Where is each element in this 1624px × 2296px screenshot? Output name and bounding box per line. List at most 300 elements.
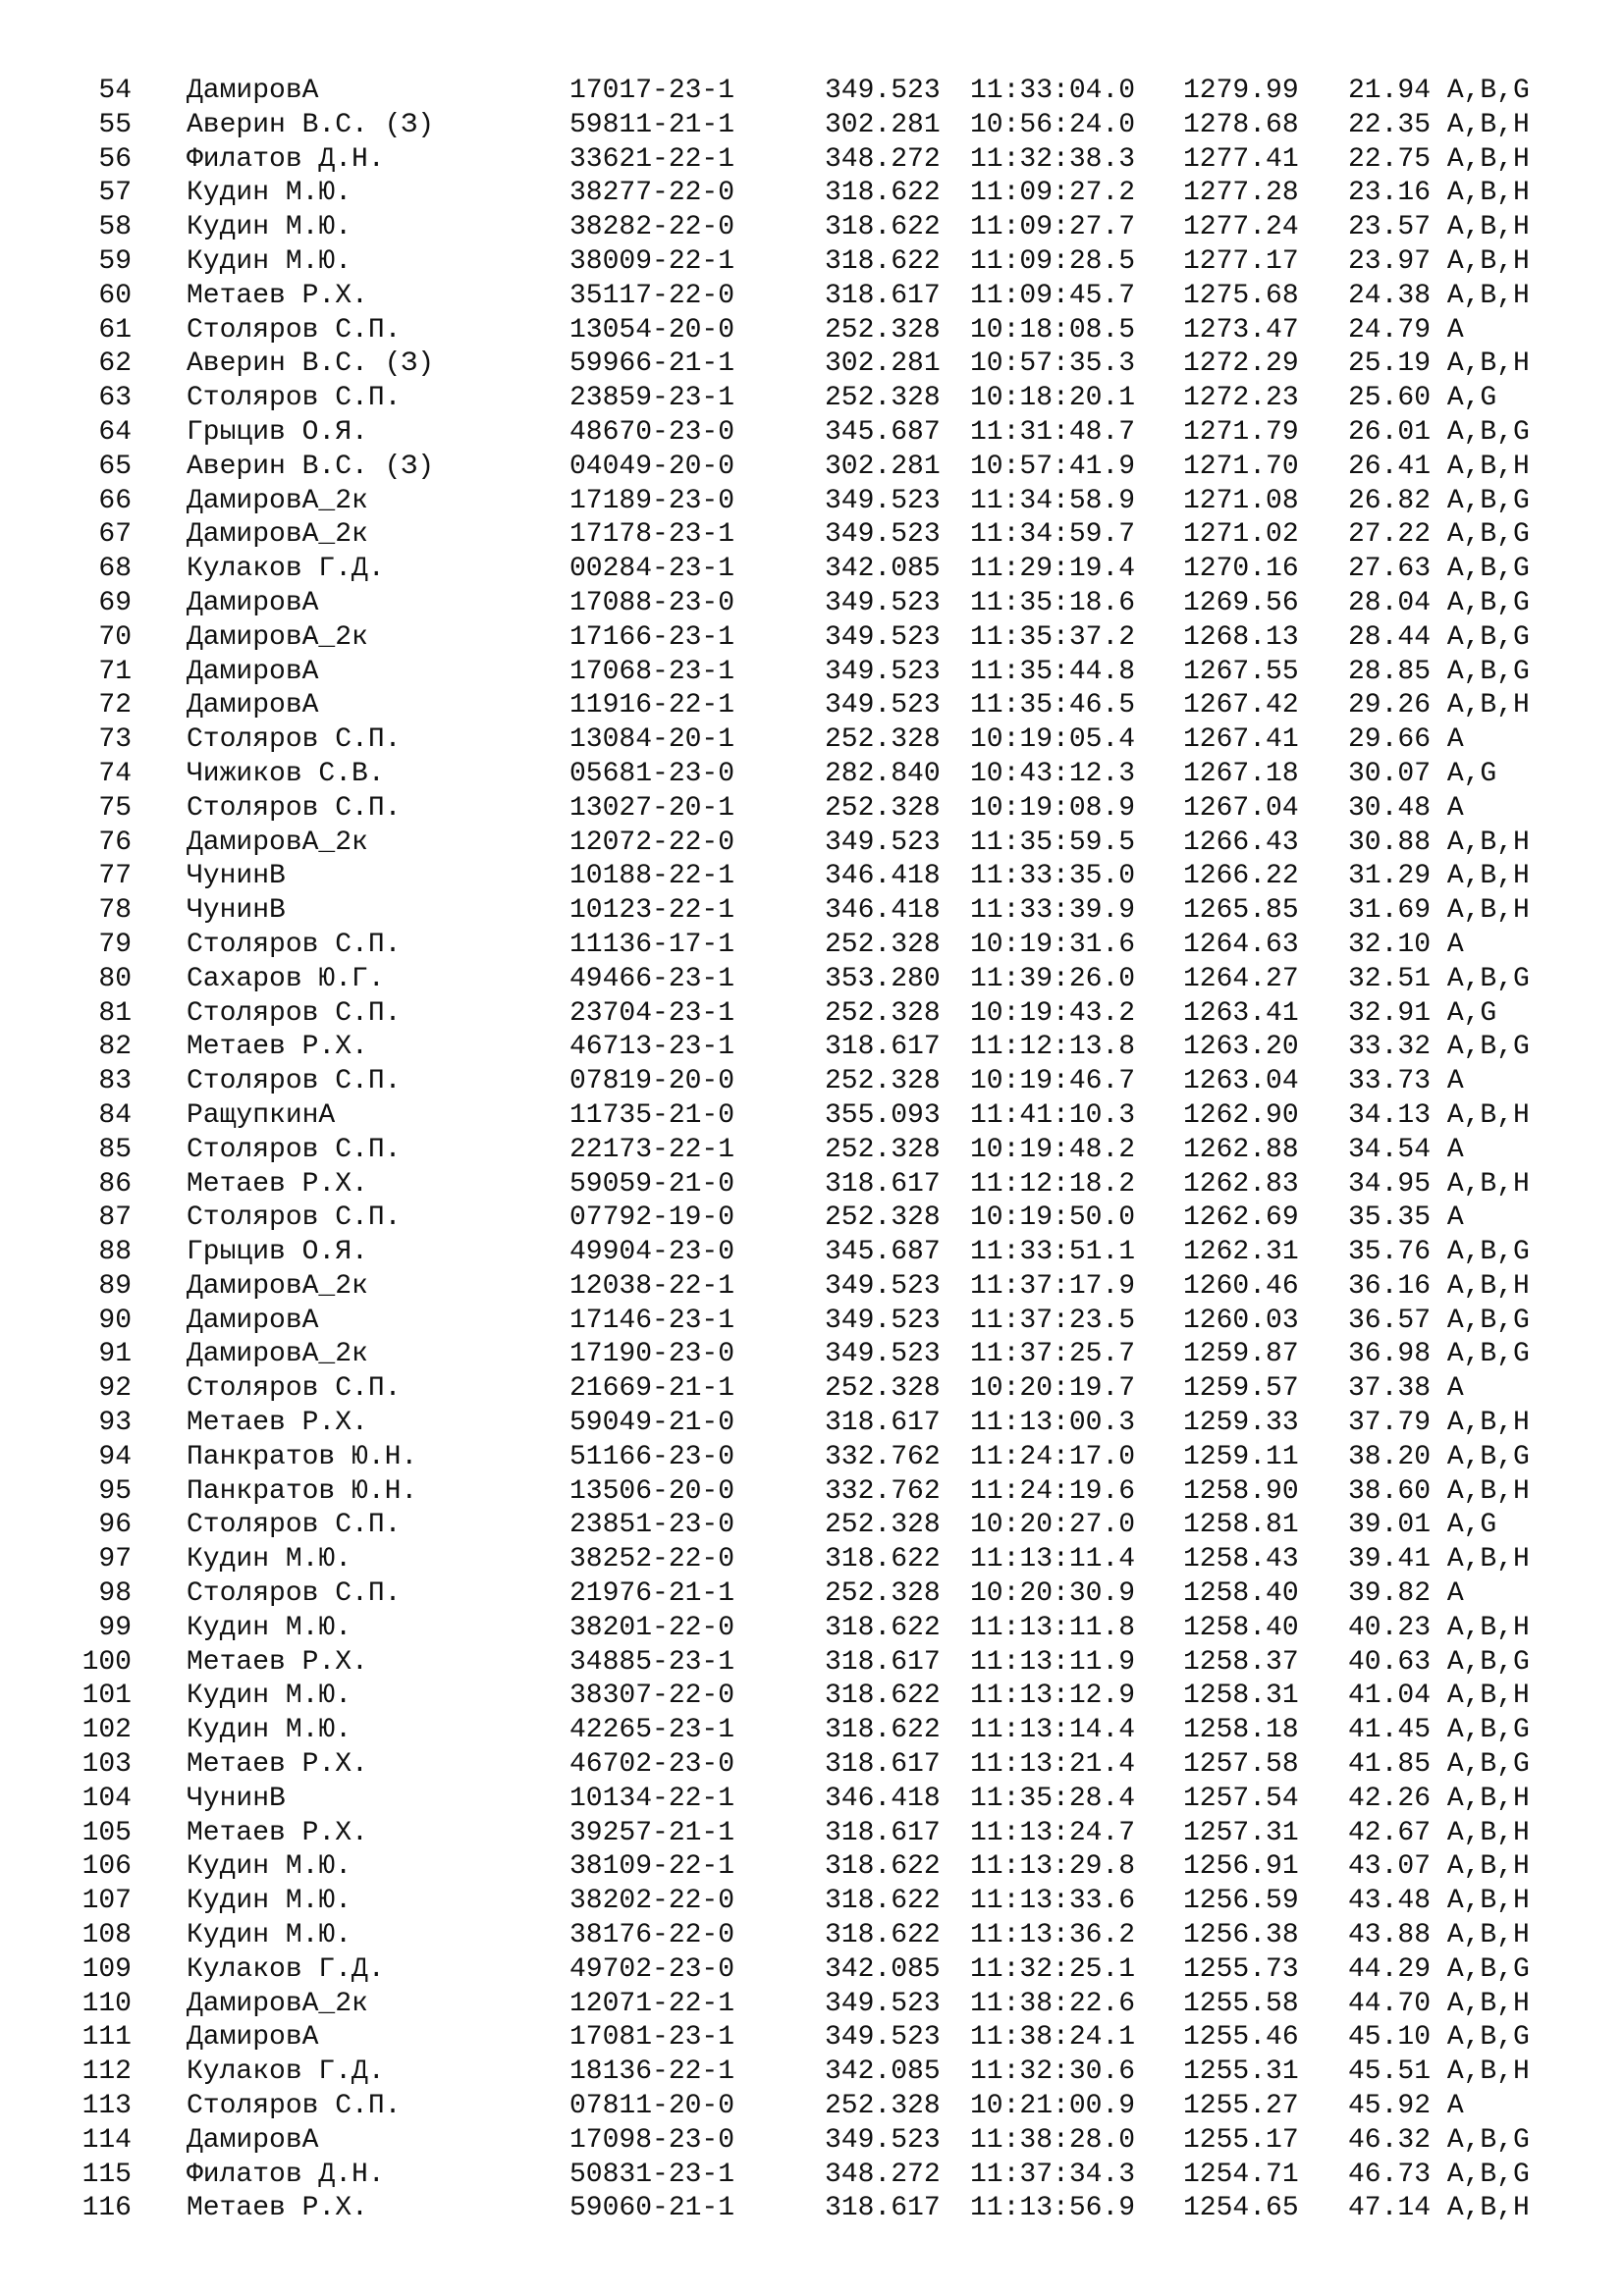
ring-number: 50831-23-1 (569, 2159, 735, 2190)
speed-value: 1259.11 (1183, 1441, 1299, 1472)
distance-value: 345.687 (825, 1237, 941, 1268)
ring-number: 17166-23-1 (569, 621, 735, 653)
speed-value: 1255.31 (1183, 2056, 1299, 2088)
distance-value: 252.328 (825, 997, 941, 1029)
table-row (0, 1134, 1624, 1168)
fancier-name: ДамировА_2к (187, 1988, 368, 2019)
points-groups: 34.95 A,B,H (1348, 1168, 1530, 1200)
points-groups: 27.63 A,B,G (1348, 554, 1530, 585)
row-number: 108 (81, 1920, 132, 1951)
distance-value: 318.622 (825, 1612, 941, 1643)
table-row (0, 2056, 1624, 2090)
distance-value: 349.523 (825, 621, 941, 653)
speed-value: 1257.31 (1183, 1817, 1299, 1848)
row-number: 81 (98, 997, 132, 1029)
distance-value: 342.085 (825, 554, 941, 585)
row-number: 104 (81, 1783, 132, 1814)
row-number: 75 (98, 792, 132, 824)
points-groups: 24.38 A,B,H (1348, 280, 1530, 311)
ring-number: 11136-17-1 (569, 929, 735, 960)
points-groups: 38.20 A,B,G (1348, 1441, 1530, 1472)
row-number: 68 (98, 554, 132, 585)
arrival-time: 11:37:23.5 (970, 1305, 1136, 1336)
ring-number: 00284-23-1 (569, 554, 735, 585)
points-groups: 32.91 A,G (1348, 997, 1497, 1029)
speed-value: 1259.57 (1183, 1373, 1299, 1405)
fancier-name: Кулаков Г.Д. (187, 1953, 385, 1985)
points-groups: 38.60 A,B,H (1348, 1475, 1530, 1507)
speed-value: 1258.37 (1183, 1646, 1299, 1678)
distance-value: 332.762 (825, 1441, 941, 1472)
row-number: 58 (98, 212, 132, 243)
speed-value: 1256.91 (1183, 1851, 1299, 1883)
arrival-time: 11:35:18.6 (970, 587, 1136, 618)
points-groups: 44.29 A,B,G (1348, 1953, 1530, 1985)
row-number: 59 (98, 245, 132, 277)
table-row (0, 1748, 1624, 1783)
ring-number: 11916-22-1 (569, 690, 735, 721)
row-number: 65 (98, 451, 132, 482)
table-row (0, 177, 1624, 211)
points-groups: 39.41 A,B,H (1348, 1544, 1530, 1575)
table-row (0, 929, 1624, 963)
ring-number: 49904-23-0 (569, 1237, 735, 1268)
arrival-time: 11:34:59.7 (970, 519, 1136, 551)
row-number: 95 (98, 1475, 132, 1507)
arrival-time: 11:33:39.9 (970, 895, 1136, 927)
distance-value: 252.328 (825, 724, 941, 756)
fancier-name: Столяров С.П. (187, 2091, 402, 2122)
fancier-name: ДамировА_2к (187, 485, 368, 516)
ring-number: 17017-23-1 (569, 76, 735, 106)
distance-value: 318.622 (825, 1920, 941, 1951)
fancier-name: Столяров С.П. (187, 1373, 402, 1405)
table-row (0, 1988, 1624, 2022)
speed-value: 1258.43 (1183, 1544, 1299, 1575)
table-row (0, 1270, 1624, 1305)
distance-value: 318.617 (825, 2193, 941, 2224)
points-groups: 40.23 A,B,H (1348, 1612, 1530, 1643)
row-number: 83 (98, 1066, 132, 1097)
table-row (0, 1646, 1624, 1681)
speed-value: 1278.68 (1183, 109, 1299, 140)
arrival-time: 11:13:11.9 (970, 1646, 1136, 1678)
ring-number: 17088-23-0 (569, 587, 735, 618)
ring-number: 12071-22-1 (569, 1988, 735, 2019)
speed-value: 1255.27 (1183, 2091, 1299, 2122)
points-groups: 35.35 A (1348, 1202, 1464, 1234)
distance-value: 355.093 (825, 1099, 941, 1131)
points-groups: 45.10 A,B,G (1348, 2022, 1530, 2054)
ring-number: 17178-23-1 (569, 519, 735, 551)
fancier-name: Столяров С.П. (187, 1134, 402, 1165)
ring-number: 59966-21-1 (569, 348, 735, 380)
ring-number: 13054-20-0 (569, 314, 735, 346)
arrival-time: 11:38:28.0 (970, 2124, 1136, 2156)
points-groups: 43.48 A,B,H (1348, 1886, 1530, 1917)
distance-value: 349.523 (825, 485, 941, 516)
points-groups: 29.26 A,B,H (1348, 690, 1530, 721)
ring-number: 39257-21-1 (569, 1817, 735, 1848)
points-groups: 32.10 A (1348, 929, 1464, 960)
arrival-time: 11:38:24.1 (970, 2022, 1136, 2054)
fancier-name: Метаев Р.Х. (187, 1408, 368, 1439)
ring-number: 59060-21-1 (569, 2193, 735, 2224)
distance-value: 318.622 (825, 245, 941, 277)
speed-value: 1255.17 (1183, 2124, 1299, 2156)
table-row (0, 689, 1624, 723)
points-groups: 23.16 A,B,H (1348, 178, 1530, 209)
fancier-name: ДамировА_2к (187, 1339, 368, 1370)
table-row (0, 553, 1624, 587)
ring-number: 07792-19-0 (569, 1202, 735, 1234)
arrival-time: 11:37:34.3 (970, 2159, 1136, 2190)
table-row (0, 1236, 1624, 1270)
ring-number: 38252-22-0 (569, 1544, 735, 1575)
table-row (0, 1919, 1624, 1953)
distance-value: 252.328 (825, 1510, 941, 1541)
ring-number: 51166-23-0 (569, 1441, 735, 1472)
fancier-name: Панкратов Ю.Н. (187, 1441, 418, 1472)
distance-value: 349.523 (825, 827, 941, 858)
arrival-time: 10:19:46.7 (970, 1066, 1136, 1097)
fancier-name: Кулаков Г.Д. (187, 554, 385, 585)
row-number: 72 (98, 690, 132, 721)
ring-number: 22173-22-1 (569, 1134, 735, 1165)
ring-number: 17190-23-0 (569, 1339, 735, 1370)
points-groups: 21.94 A,B,G (1348, 76, 1530, 106)
points-groups: 27.22 A,B,G (1348, 519, 1530, 551)
table-row (0, 382, 1624, 416)
speed-value: 1270.16 (1183, 554, 1299, 585)
points-groups: 45.92 A (1348, 2091, 1464, 2122)
distance-value: 302.281 (825, 109, 941, 140)
table-row (0, 1577, 1624, 1612)
row-number: 109 (81, 1953, 132, 1985)
points-groups: 22.35 A,B,H (1348, 109, 1530, 140)
speed-value: 1267.41 (1183, 724, 1299, 756)
arrival-time: 11:35:37.2 (970, 621, 1136, 653)
distance-value: 349.523 (825, 76, 941, 106)
ring-number: 17068-23-1 (569, 656, 735, 687)
points-groups: 26.82 A,B,G (1348, 485, 1530, 516)
distance-value: 302.281 (825, 451, 941, 482)
distance-value: 318.622 (825, 212, 941, 243)
speed-value: 1262.69 (1183, 1202, 1299, 1234)
speed-value: 1262.31 (1183, 1237, 1299, 1268)
table-row (0, 1168, 1624, 1202)
ring-number: 35117-22-0 (569, 280, 735, 311)
arrival-time: 11:35:28.4 (970, 1783, 1136, 1814)
table-row (0, 1885, 1624, 1919)
fancier-name: Сахаров Ю.Г. (187, 963, 385, 994)
arrival-time: 11:39:26.0 (970, 963, 1136, 994)
table-row (0, 2192, 1624, 2226)
arrival-time: 11:33:04.0 (970, 76, 1136, 106)
ring-number: 07811-20-0 (569, 2091, 735, 2122)
arrival-time: 10:21:00.9 (970, 2091, 1136, 2122)
row-number: 84 (98, 1099, 132, 1131)
points-groups: 22.75 A,B,H (1348, 143, 1530, 175)
points-groups: 32.51 A,B,G (1348, 963, 1530, 994)
points-groups: 41.45 A,B,G (1348, 1715, 1530, 1746)
row-number: 102 (81, 1715, 132, 1746)
table-row (0, 347, 1624, 382)
points-groups: 36.57 A,B,G (1348, 1305, 1530, 1336)
distance-value: 318.617 (825, 1168, 941, 1200)
row-number: 79 (98, 929, 132, 960)
distance-value: 318.617 (825, 1749, 941, 1781)
fancier-name: Метаев Р.Х. (187, 1749, 368, 1781)
table-row (0, 1031, 1624, 1065)
points-groups: 28.44 A,B,G (1348, 621, 1530, 653)
arrival-time: 10:56:24.0 (970, 109, 1136, 140)
points-groups: 46.32 A,B,G (1348, 2124, 1530, 2156)
table-row (0, 1441, 1624, 1475)
row-number: 115 (81, 2159, 132, 2190)
ring-number: 23851-23-0 (569, 1510, 735, 1541)
speed-value: 1273.47 (1183, 314, 1299, 346)
row-number: 77 (98, 861, 132, 892)
distance-value: 332.762 (825, 1475, 941, 1507)
distance-value: 318.622 (825, 1715, 941, 1746)
speed-value: 1264.63 (1183, 929, 1299, 960)
points-groups: 45.51 A,B,H (1348, 2056, 1530, 2088)
distance-value: 342.085 (825, 2056, 941, 2088)
arrival-time: 11:32:30.6 (970, 2056, 1136, 2088)
ring-number: 10188-22-1 (569, 861, 735, 892)
row-number: 110 (81, 1988, 132, 2019)
speed-value: 1267.04 (1183, 792, 1299, 824)
speed-value: 1267.42 (1183, 690, 1299, 721)
speed-value: 1259.87 (1183, 1339, 1299, 1370)
ring-number: 23704-23-1 (569, 997, 735, 1029)
table-row (0, 1612, 1624, 1646)
points-groups: 47.14 A,B,H (1348, 2193, 1530, 2224)
row-number: 87 (98, 1202, 132, 1234)
arrival-time: 10:19:48.2 (970, 1134, 1136, 1165)
row-number: 88 (98, 1237, 132, 1268)
ring-number: 13084-20-1 (569, 724, 735, 756)
distance-value: 282.840 (825, 758, 941, 789)
speed-value: 1258.40 (1183, 1578, 1299, 1610)
ring-number: 17098-23-0 (569, 2124, 735, 2156)
distance-value: 346.418 (825, 861, 941, 892)
speed-value: 1258.18 (1183, 1715, 1299, 1746)
ring-number: 38277-22-0 (569, 178, 735, 209)
table-row (0, 2021, 1624, 2056)
row-number: 101 (81, 1681, 132, 1712)
fancier-name: ДамировА_2к (187, 827, 368, 858)
results-table (0, 75, 1624, 2226)
fancier-name: ЧунинВ (187, 861, 286, 892)
distance-value: 318.617 (825, 280, 941, 311)
ring-number: 12072-22-0 (569, 827, 735, 858)
fancier-name: Чижиков С.В. (187, 758, 385, 789)
fancier-name: ДамировА (187, 656, 319, 687)
row-number: 111 (81, 2022, 132, 2054)
row-number: 100 (81, 1646, 132, 1678)
row-number: 97 (98, 1544, 132, 1575)
speed-value: 1254.65 (1183, 2193, 1299, 2224)
table-row (0, 1338, 1624, 1372)
ring-number: 59049-21-0 (569, 1408, 735, 1439)
arrival-time: 11:35:59.5 (970, 827, 1136, 858)
speed-value: 1262.90 (1183, 1099, 1299, 1131)
fancier-name: Грыцив О.Я. (187, 1237, 368, 1268)
distance-value: 318.622 (825, 1886, 941, 1917)
fancier-name: Кудин М.Ю. (187, 245, 352, 277)
distance-value: 318.617 (825, 1408, 941, 1439)
row-number: 112 (81, 2056, 132, 2088)
table-row (0, 1509, 1624, 1543)
arrival-time: 11:13:36.2 (970, 1920, 1136, 1951)
points-groups: 34.13 A,B,H (1348, 1099, 1530, 1131)
distance-value: 318.622 (825, 1544, 941, 1575)
distance-value: 252.328 (825, 1066, 941, 1097)
ring-number: 17189-23-0 (569, 485, 735, 516)
row-number: 71 (98, 656, 132, 687)
table-row (0, 211, 1624, 245)
fancier-name: Кудин М.Ю. (187, 1920, 352, 1951)
speed-value: 1272.29 (1183, 348, 1299, 380)
points-groups: 29.66 A (1348, 724, 1464, 756)
row-number: 107 (81, 1886, 132, 1917)
speed-value: 1277.24 (1183, 212, 1299, 243)
ring-number: 38009-22-1 (569, 245, 735, 277)
arrival-time: 11:34:58.9 (970, 485, 1136, 516)
fancier-name: Филатов Д.Н. (187, 143, 385, 175)
row-number: 74 (98, 758, 132, 789)
row-number: 55 (98, 109, 132, 140)
distance-value: 252.328 (825, 1578, 941, 1610)
distance-value: 346.418 (825, 895, 941, 927)
arrival-time: 11:09:28.5 (970, 245, 1136, 277)
distance-value: 318.617 (825, 1646, 941, 1678)
arrival-time: 10:18:20.1 (970, 383, 1136, 414)
table-row (0, 1714, 1624, 1748)
points-groups: 40.63 A,B,G (1348, 1646, 1530, 1678)
arrival-time: 11:13:24.7 (970, 1817, 1136, 1848)
table-row (0, 1065, 1624, 1099)
arrival-time: 11:33:51.1 (970, 1237, 1136, 1268)
fancier-name: ЧунинВ (187, 895, 286, 927)
distance-value: 252.328 (825, 1373, 941, 1405)
arrival-time: 11:13:29.8 (970, 1851, 1136, 1883)
points-groups: 25.60 A,G (1348, 383, 1497, 414)
row-number: 99 (98, 1612, 132, 1643)
arrival-time: 11:38:22.6 (970, 1988, 1136, 2019)
fancier-name: ДамировА (187, 587, 319, 618)
points-groups: 23.97 A,B,H (1348, 245, 1530, 277)
row-number: 89 (98, 1270, 132, 1302)
arrival-time: 11:41:10.3 (970, 1099, 1136, 1131)
fancier-name: Метаев Р.Х. (187, 2193, 368, 2224)
speed-value: 1260.03 (1183, 1305, 1299, 1336)
distance-value: 252.328 (825, 1202, 941, 1234)
points-groups: 35.76 A,B,G (1348, 1237, 1530, 1268)
fancier-name: ДамировА (187, 2022, 319, 2054)
fancier-name: Кудин М.Ю. (187, 1612, 352, 1643)
points-groups: 34.54 A (1348, 1134, 1464, 1165)
fancier-name: Столяров С.П. (187, 1578, 402, 1610)
row-number: 105 (81, 1817, 132, 1848)
row-number: 73 (98, 724, 132, 756)
arrival-time: 11:09:27.2 (970, 178, 1136, 209)
speed-value: 1269.56 (1183, 587, 1299, 618)
arrival-time: 10:43:12.3 (970, 758, 1136, 789)
arrival-time: 11:13:12.9 (970, 1681, 1136, 1712)
ring-number: 13027-20-1 (569, 792, 735, 824)
row-number: 62 (98, 348, 132, 380)
speed-value: 1272.23 (1183, 383, 1299, 414)
row-number: 86 (98, 1168, 132, 1200)
distance-value: 318.617 (825, 1817, 941, 1848)
arrival-time: 11:31:48.7 (970, 416, 1136, 448)
arrival-time: 11:24:19.6 (970, 1475, 1136, 1507)
fancier-name: Столяров С.П. (187, 1066, 402, 1097)
ring-number: 38109-22-1 (569, 1851, 735, 1883)
fancier-name: Столяров С.П. (187, 1202, 402, 1234)
arrival-time: 11:13:33.6 (970, 1886, 1136, 1917)
fancier-name: ДамировА (187, 76, 319, 106)
fancier-name: ДамировА (187, 690, 319, 721)
row-number: 113 (81, 2091, 132, 2122)
fancier-name: Кудин М.Ю. (187, 178, 352, 209)
fancier-name: Кудин М.Ю. (187, 212, 352, 243)
arrival-time: 11:37:17.9 (970, 1270, 1136, 1302)
speed-value: 1277.28 (1183, 178, 1299, 209)
speed-value: 1266.22 (1183, 861, 1299, 892)
table-row (0, 656, 1624, 690)
table-row (0, 1850, 1624, 1885)
speed-value: 1263.41 (1183, 997, 1299, 1029)
distance-value: 348.272 (825, 143, 941, 175)
ring-number: 12038-22-1 (569, 1270, 735, 1302)
fancier-name: Столяров С.П. (187, 383, 402, 414)
ring-number: 59811-21-1 (569, 109, 735, 140)
table-row (0, 860, 1624, 894)
speed-value: 1279.99 (1183, 76, 1299, 106)
row-number: 106 (81, 1851, 132, 1883)
ring-number: 46713-23-1 (569, 1032, 735, 1063)
fancier-name: Метаев Р.Х. (187, 1168, 368, 1200)
arrival-time: 11:37:25.7 (970, 1339, 1136, 1370)
speed-value: 1258.90 (1183, 1475, 1299, 1507)
points-groups: 33.73 A (1348, 1066, 1464, 1097)
distance-value: 349.523 (825, 519, 941, 551)
row-number: 82 (98, 1032, 132, 1063)
arrival-time: 11:12:13.8 (970, 1032, 1136, 1063)
ring-number: 23859-23-1 (569, 383, 735, 414)
speed-value: 1258.31 (1183, 1681, 1299, 1712)
distance-value: 349.523 (825, 656, 941, 687)
distance-value: 349.523 (825, 1339, 941, 1370)
speed-value: 1271.02 (1183, 519, 1299, 551)
arrival-time: 10:57:35.3 (970, 348, 1136, 380)
ring-number: 04049-20-0 (569, 451, 735, 482)
points-groups: 41.85 A,B,G (1348, 1749, 1530, 1781)
speed-value: 1266.43 (1183, 827, 1299, 858)
points-groups: 43.07 A,B,H (1348, 1851, 1530, 1883)
distance-value: 349.523 (825, 587, 941, 618)
row-number: 69 (98, 587, 132, 618)
distance-value: 252.328 (825, 792, 941, 824)
row-number: 57 (98, 178, 132, 209)
fancier-name: Кулаков Г.Д. (187, 2056, 385, 2088)
fancier-name: ЧунинВ (187, 1783, 286, 1814)
row-number: 80 (98, 963, 132, 994)
